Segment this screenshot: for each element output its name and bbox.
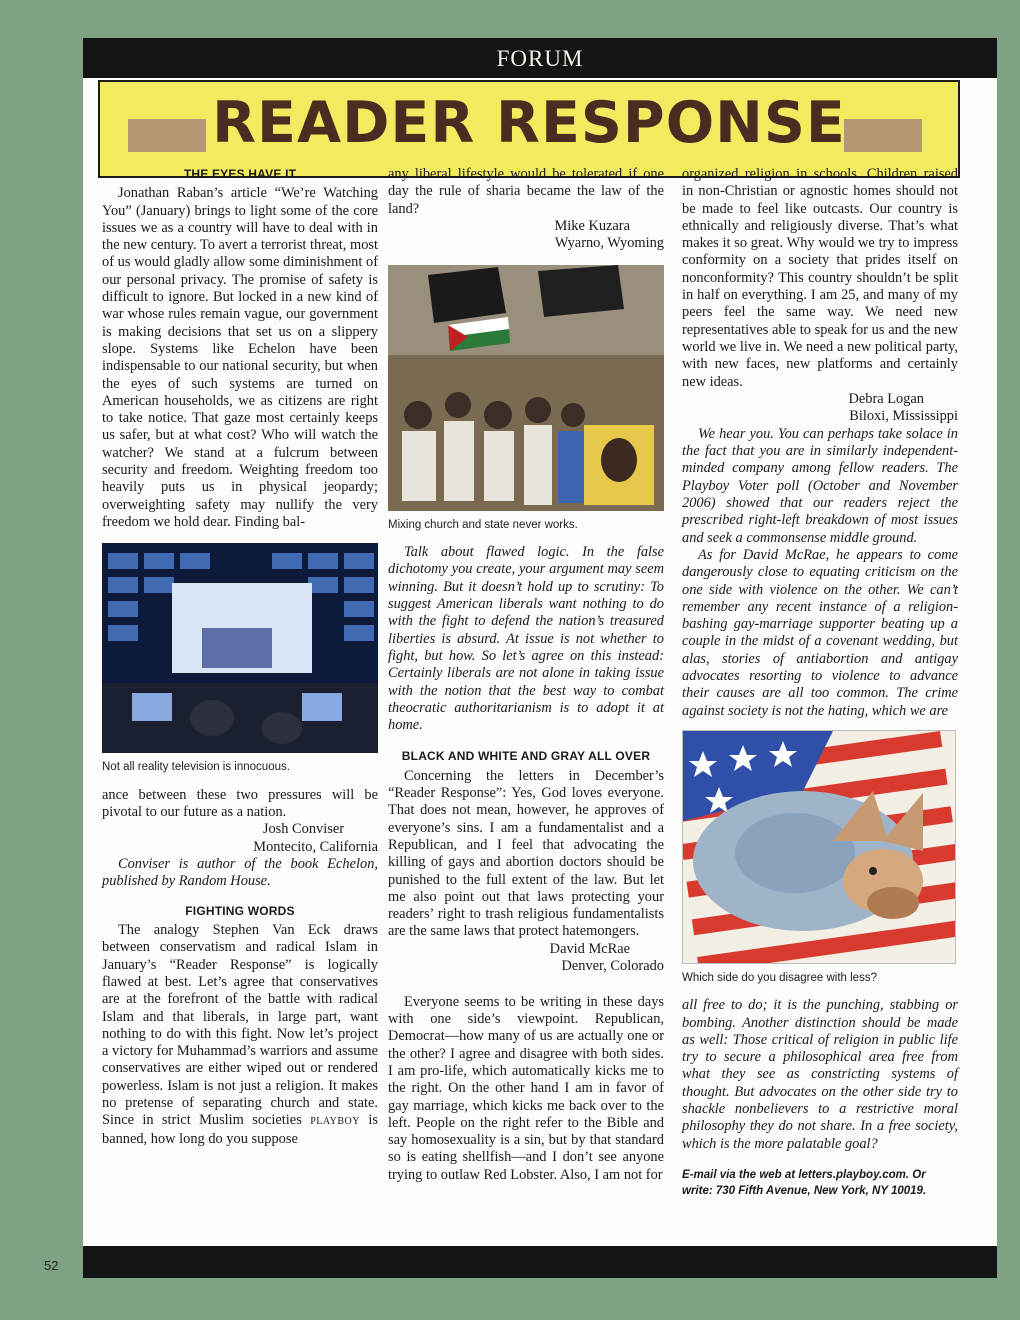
letter-fighting-text: The analogy Stephen Van Eck draws between conservatism and radical Islam in January’s “Reader Response” is logically flawed at best. Let’s agree that conservatives are at the forefront of the battle with radical Islam and that liberals, in large part, want nothing to do with this fight. Now let’s project a victory for Muhammad’s warriors and assume conservatives are either wiped out or rendered powerless. Islam is not just a religion. It makes no pretense of separating church and state. Since in strict Muslim societies — [102, 922, 378, 1129]
section-label: FORUM — [83, 38, 997, 78]
editor-note-logan-3: all free to do; it is the punching, stabbing or bombing. Another distinction should be made as well: Those critical of religion in public life try to secure a philosophical area free from what they see as constricting systems of thought. But advocates on the other side try to shackle nonbelievers to a restrictive moral philosophy they do not share. In a free society, which is the more palatable goal? — [682, 997, 958, 1152]
signature-conviser — [102, 821, 378, 856]
headline-black-white: BLACK AND WHITE AND GRAY ALL OVER — [401, 749, 651, 764]
letter-eyes-body-cont: ance between these two pressures will be pivotal to our future as a nation. — [102, 786, 378, 820]
editor-note-logan-1: We hear you. You can perhaps take solace in the fact that you are in similarly independent-minded company among fellow readers. The Playboy Voter poll (October and November 2006) showed that our readers reject the prescribed right-left breakdown of most issues and seek a commonsense middle ground. — [682, 425, 958, 546]
letter-fighting-cont: any liberal lifestyle would be tolerated if one day the rule of sharia became the law of the land? — [388, 166, 664, 217]
donkey-elephant-flag-illustration — [683, 731, 955, 963]
caption-donkey: Which side do you disagree with less? — [682, 971, 877, 984]
caption-surveillance: Not all reality television is innocuous. — [102, 761, 290, 774]
surveillance-room-illustration — [102, 543, 378, 753]
signature-name: David McRae — [549, 940, 630, 957]
letter-logan-cont: organized religion in schools. Children raised in non-Christian or agnostic homes should not be made to feel like outcasts. Our country is ethnically and religiously diverse. That’s what makes it so great. Why would we try to impress conformity on a society that prides itself on nonconformity? This country shouldn’t be split in half on everything. I am 25, and many of my peers feel the same way. We need new representatives able to speak for us and the new world we live in. We need a new political party, with new faces, new platforms and certainly new ideas. — [682, 166, 958, 390]
column-1 — [102, 166, 378, 1148]
photo-surveillance — [102, 543, 378, 753]
letter-fighting-body — [102, 922, 378, 1148]
signature-name: Debra Logan — [848, 390, 924, 407]
illustration-donkey-elephant — [682, 730, 956, 964]
rally-crowd-illustration — [388, 265, 664, 511]
letter-eyes-body: Jonathan Raban’s article “We’re Watching You” (January) brings to light some of the core issues we as a country will have to deal with in the new century. To avert a terrorist threat, most of us would gladly allow some diminishment of our personal privacy. The promise of safety is difficult to ignore. But locked in a new kind of war whose rules remain vague, our government is making decisions that set us on a slippery slope. Systems like Echelon have been indispensable to our national security, but when the eyes of such systems are turned on American households, we as citizens are right to take notice. That gaze most certainly keeps us safer, but at what cost? Who will watch the watcher? We stand at a fulcrum between security and freedom. Weighting freedom too heavily puts us in physical jeopardy; overweighting safety may nullify the very freedom we hold dear. Finding bal- — [102, 185, 378, 530]
signature-logan — [682, 391, 958, 426]
footer-bar — [83, 1246, 997, 1278]
letter-fighting-text-end: is banned, how long do you suppose — [102, 1112, 378, 1147]
signature-place: Denver, Colorado — [561, 958, 664, 975]
signature-place: Biloxi, Mississippi — [849, 408, 958, 425]
letter-logan-body: Everyone seems to be writing in these days with one side’s viewpoint. Republican, Democrat—how many of us are actually one or the other? I agree and disagree with both sides. I am pro-life, which automatically kicks me to the right. On the other hand I am in favor of gay marriage, which kicks me back over to the left. People on the right refer to the Bible and say homosexuality is a sin, but by that standard so is eating shellfish—and I don’t see anyone trying to outlaw Red Lobster. Also, I am not for — [388, 993, 664, 1183]
editor-note-kuzara: Talk about flawed logic. In the false dichotomy you create, your argument may seem winning. But it doesn’t hold up to scrutiny: To suggest American liberals want nothing to do with the fight to defend the nation’s treasured liberties is absurd. At issue is not whether to fight, but how. So let’s agree on this instead: Certainly liberals are not alone in taking issue with the notion that the best way to combat theocratic authoritarianism is to adopt it at home. — [388, 544, 664, 734]
editor-note-logan-2: As for David McRae, he appears to come dangerously close to equating criticism on the one side with violence on the other. We can’t remember any recent instance of a religion-bashing gay-marriage supporter beating up a couple in the midst of a covenant wedding, but alas, stories of antiabortion and antigay advocates resorting to violence to advance their causes are all too common. The crime against society is not the hating, which we are — [682, 546, 958, 719]
headline-eyes: THE EYES HAVE IT — [183, 167, 297, 181]
column-2 — [388, 166, 664, 1184]
signature-mcrae — [388, 941, 664, 976]
photo-rally — [388, 265, 664, 511]
page-title: READER RESPONSE — [212, 90, 846, 156]
playboy-smallcaps: PLAYBOY — [310, 1116, 360, 1128]
signature-name: Mike Kuzara — [554, 217, 630, 234]
contact-info: E-mail via the web at letters.playboy.com. Or write: 730 Fifth Avenue, New York, NY 10019. — [682, 1168, 927, 1197]
signature-kuzara — [388, 218, 664, 253]
signature-name: Josh Conviser — [262, 821, 344, 838]
column-3 — [682, 166, 958, 1199]
signature-place: Montecito, California — [253, 838, 378, 855]
headline-fighting: FIGHTING WORDS — [185, 903, 295, 918]
signature-place: Wyarno, Wyoming — [554, 235, 664, 252]
letter-mcrae-body: Concerning the letters in December’s “Reader Response”: Yes, God loves everyone. That does not mean, however, he approves of everyone’s sins. I am a fundamentalist and a Republican, and I feel that advocating the killing of gays and abortion doctors should be punished to the full extent of the law. But let me also point out that laws protecting your readers’ right to trash religious fundamentalists are the same laws that protect hatemongers. — [388, 767, 664, 940]
editor-note-conviser: Conviser is author of the book Echelon, published by Random House. — [102, 856, 378, 890]
title-band — [98, 80, 960, 178]
caption-rally: Mixing church and state never works. — [388, 518, 578, 531]
page-number: 52 — [44, 1258, 59, 1273]
